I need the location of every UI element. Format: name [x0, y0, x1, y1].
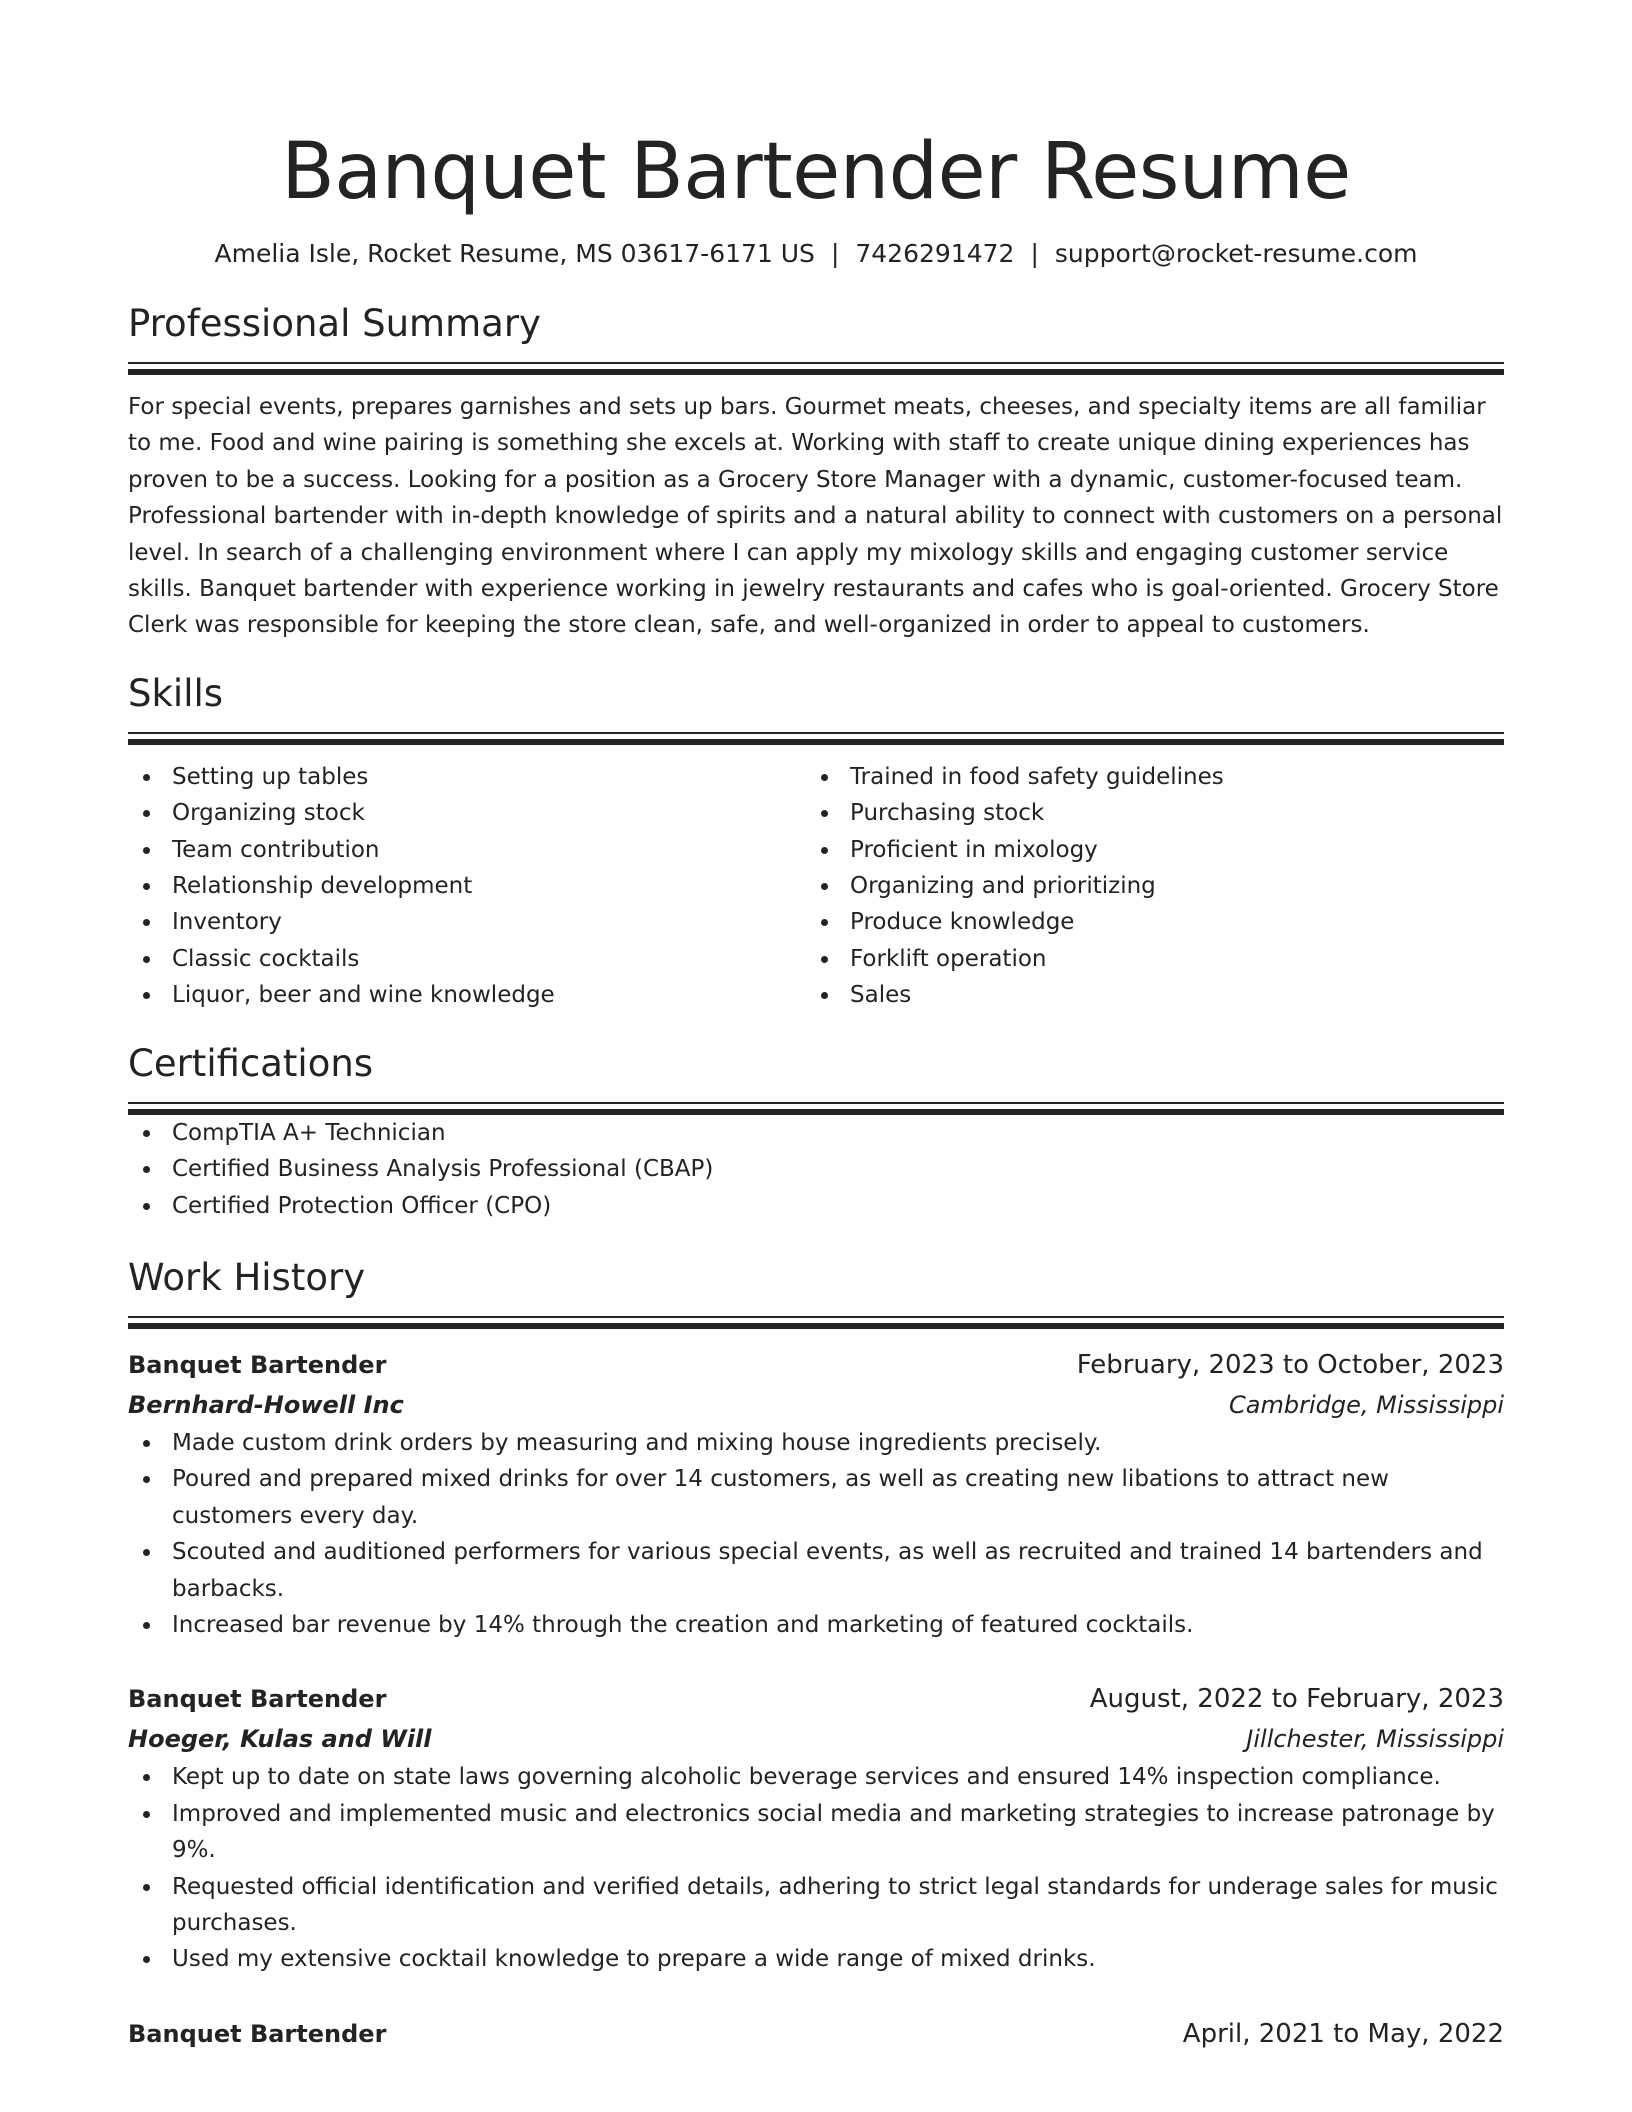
contact-separator: | [1030, 239, 1039, 268]
job-dates: February, 2023 to October, 2023 [1076, 1349, 1504, 1380]
job-duty: Improved and implemented music and electronics social media and marketing strategies to increase patronage by 9%. [128, 1796, 1504, 1869]
job-header [128, 1679, 1504, 1719]
job-dates: April, 2021 to May, 2022 [1182, 2018, 1504, 2049]
resume-page [128, 0, 1504, 2090]
certifications-heading: Certifications [128, 1041, 374, 1085]
job-header [128, 1345, 1504, 1385]
job-title: Banquet Bartender [128, 1350, 387, 1379]
contact-address: Amelia Isle, Rocket Resume, MS 03617-6171 US [214, 239, 815, 268]
job-dates: August, 2022 to February, 2023 [1089, 1684, 1504, 1715]
certification-item: Certified Protection Officer (CPO) [128, 1188, 1504, 1224]
skills-grid [128, 759, 1504, 1014]
skill-item: Organizing stock [128, 795, 806, 831]
skill-item: Trained in food safety guidelines [806, 759, 1484, 795]
skills-section [128, 670, 1504, 1014]
section-divider [128, 362, 1504, 375]
job-duties [128, 1425, 1504, 1643]
certifications-list [128, 1115, 1504, 1224]
job-location: Jillchester, Mississippi [1246, 1725, 1504, 1754]
certification-item: CompTIA A+ Technician [128, 1115, 1504, 1151]
skill-item: Inventory [128, 904, 806, 940]
skill-item: Setting up tables [128, 759, 806, 795]
job-duties [128, 1759, 1504, 1977]
skills-list-left [128, 759, 806, 1014]
contact-line [128, 236, 1504, 272]
job-subheader [128, 1719, 1504, 1759]
job-entry [128, 2014, 1504, 2054]
certifications-section [128, 1040, 1504, 1224]
job-entry [128, 1345, 1504, 1643]
certification-item: Certified Business Analysis Professional (CBAP) [128, 1151, 1504, 1187]
job-duty: Scouted and auditioned performers for various special events, as well as recruited and trained 14 bartenders and barbacks. [128, 1534, 1504, 1607]
section-divider [128, 732, 1504, 745]
job-company: Bernhard-Howell Inc [128, 1390, 404, 1419]
skill-item: Sales [806, 977, 1484, 1013]
job-duty: Poured and prepared mixed drinks for over 14 customers, as well as creating new libations to attract new customers every day. [128, 1461, 1504, 1534]
job-duty: Made custom drink orders by measuring and mixing house ingredients precisely. [128, 1425, 1504, 1461]
job-subheader [128, 1385, 1504, 1425]
skill-item: Produce knowledge [806, 904, 1484, 940]
summary-text: For special events, prepares garnishes and sets up bars. Gourmet meats, cheeses, and specialty items are all familiar to me. Food and wine pairing is something she excels at. Working with staff to create unique dining experiences has proven to be a success. Looking for a position as a Grocery Store Manager with a dynamic, customer-focused team. Professional bartender with in-depth knowledge of spirits and a natural ability to connect with customers on a personal level. In search of a challenging environment where I can apply my mixology skills and engaging customer service skills. Banquet bartender with experience working in jewelry restaurants and cafes who is goal-oriented. Grocery Store Clerk was responsible for keeping the store clean, safe, and well-organized in order to appeal to customers. [128, 394, 1503, 639]
skill-item: Forklift operation [806, 941, 1484, 977]
contact-phone: 7426291472 [855, 239, 1015, 268]
summary-section [128, 300, 1504, 644]
skill-item: Proficient in mixology [806, 832, 1484, 868]
job-header [128, 2014, 1504, 2054]
section-divider [128, 1316, 1504, 1329]
skill-item: Relationship development [128, 868, 806, 904]
summary-heading: Professional Summary [128, 302, 541, 345]
job-duty: Increased bar revenue by 14% through the creation and marketing of featured cocktails. [128, 1607, 1504, 1643]
job-entry [128, 1679, 1504, 1977]
contact-email: support@rocket-resume.com [1054, 239, 1418, 268]
work-history-section [128, 1254, 1504, 2054]
skill-item: Organizing and prioritizing [806, 868, 1484, 904]
work-history-heading: Work History [128, 1255, 366, 1299]
skill-item: Liquor, beer and wine knowledge [128, 977, 806, 1013]
skill-item: Team contribution [128, 832, 806, 868]
contact-separator: | [830, 239, 840, 268]
skill-item: Classic cocktails [128, 941, 806, 977]
job-company: Hoeger, Kulas and Will [128, 1725, 432, 1754]
job-duty: Kept up to date on state laws governing alcoholic beverage services and ensured 14% inspection compliance. [128, 1759, 1504, 1795]
job-duty: Requested official identification and verified details, adhering to strict legal standards for underage sales for music purchases. [128, 1869, 1504, 1942]
skill-item: Purchasing stock [806, 795, 1484, 831]
skills-list-right [806, 759, 1484, 1014]
resume-title: Banquet Bartender Resume [281, 127, 1351, 217]
section-divider [128, 1102, 1504, 1115]
job-title: Banquet Bartender [128, 1685, 387, 1714]
job-duty: Used my extensive cocktail knowledge to prepare a wide range of mixed drinks. [128, 1941, 1504, 1977]
job-title: Banquet Bartender [128, 2019, 387, 2048]
job-location: Cambridge, Mississippi [1229, 1390, 1504, 1419]
skills-heading: Skills [128, 671, 224, 715]
